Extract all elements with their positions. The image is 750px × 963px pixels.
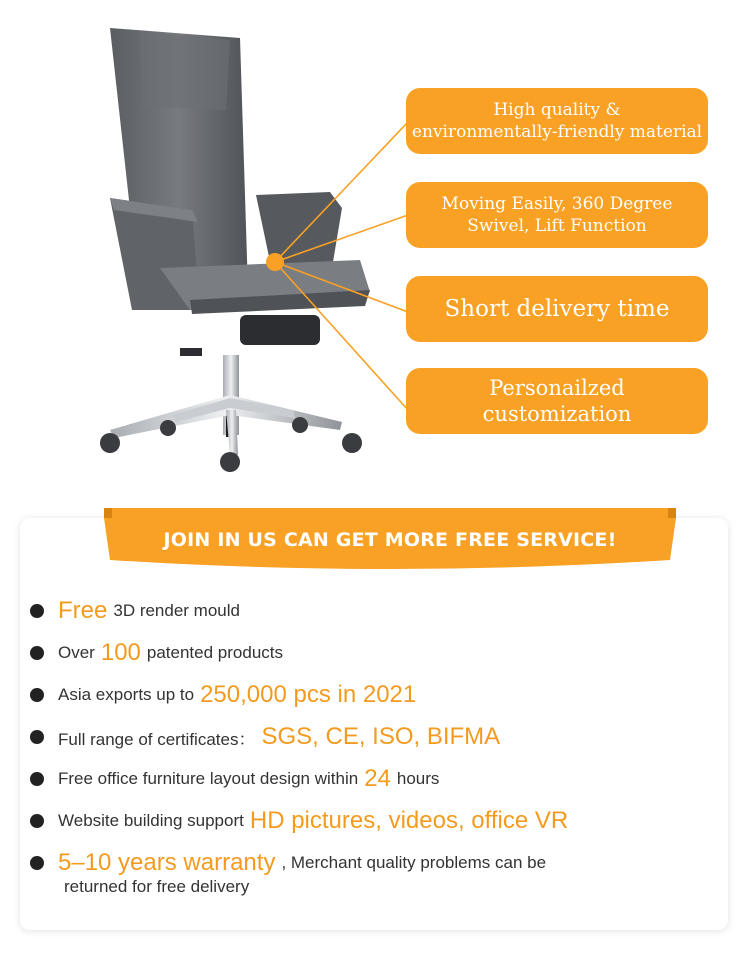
item-text: , Merchant quality problems can be — [281, 853, 547, 872]
bullet-icon — [30, 772, 44, 786]
banner-title: JOIN IN US CAN GET MORE FREE SERVICE! — [163, 529, 617, 551]
highlight-text: 5–10 years warranty — [58, 849, 276, 876]
bullet-icon — [30, 604, 44, 618]
bullet-icon — [30, 814, 44, 828]
callout-line: Moving Easily, 360 Degree — [441, 194, 673, 214]
callout-customization — [406, 368, 708, 434]
list-item — [30, 638, 720, 668]
callout-line: Swivel, Lift Function — [467, 216, 647, 236]
highlight-text: 250,000 pcs in 2021 — [200, 681, 417, 708]
bullet-icon — [30, 730, 44, 744]
item-text: hours — [396, 769, 440, 788]
list-item — [30, 806, 720, 836]
list-item — [30, 596, 720, 626]
list-item — [30, 848, 720, 878]
callout-delivery — [406, 276, 708, 342]
callout-line: environmentally-friendly material — [411, 122, 703, 142]
item-text: Full range of certificates： — [58, 729, 256, 749]
item-text: 3D render mould — [113, 601, 240, 620]
highlight-text: 100 — [100, 639, 141, 666]
list-item — [30, 680, 720, 710]
service-list — [30, 596, 720, 896]
highlight-text: SGS, CE, ISO, BIFMA — [261, 723, 501, 750]
bullet-icon — [30, 856, 44, 870]
item-text: patented products — [146, 643, 283, 662]
callout-line: High quality & — [493, 100, 621, 120]
callout-swivel — [406, 182, 708, 248]
item-text: Asia exports up to — [58, 685, 195, 704]
bullet-icon — [30, 688, 44, 702]
callout-line: customization — [482, 402, 632, 426]
item-text: Over — [58, 643, 95, 662]
highlight-text: Free — [58, 597, 108, 624]
callout-material — [406, 88, 708, 154]
highlight-text: HD pictures, videos, office VR — [249, 807, 569, 834]
callout-line: Short delivery time — [444, 296, 670, 322]
item-text: Free office furniture layout design within — [58, 769, 359, 788]
callout-line: Personailzed — [489, 376, 625, 400]
highlight-text: 24 — [364, 765, 391, 792]
item-text: Website building support — [58, 811, 244, 830]
hotspot-dot — [266, 253, 284, 271]
list-item — [30, 722, 720, 752]
list-item — [30, 764, 720, 794]
item-text-continued: returned for free delivery — [64, 877, 250, 896]
bullet-icon — [30, 646, 44, 660]
